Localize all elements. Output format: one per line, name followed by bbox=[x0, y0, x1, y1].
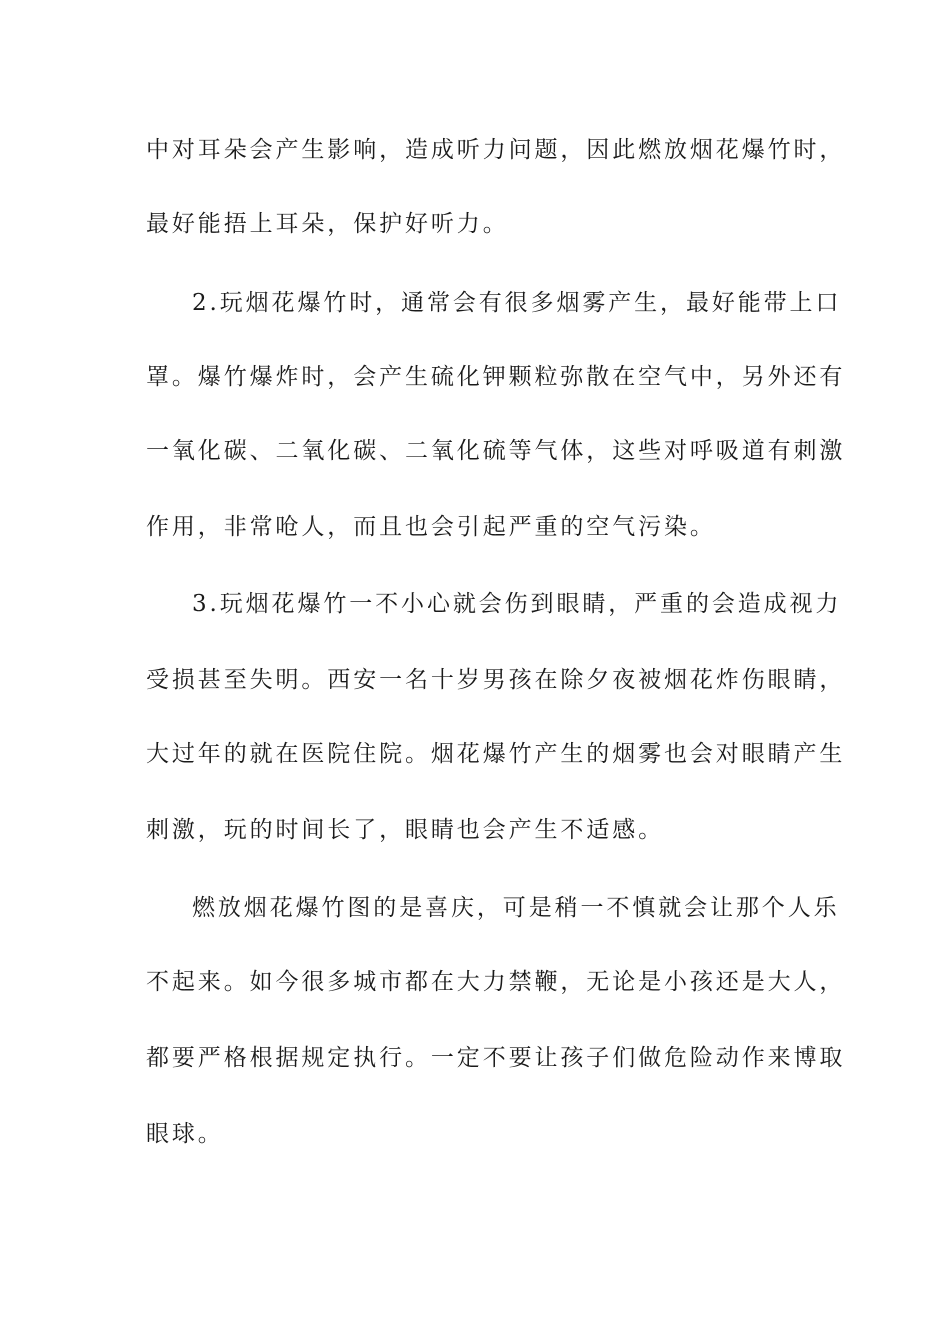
text-line: 燃放烟花爆竹图的是喜庆，可是稍一不慎就会让那个人乐 bbox=[192, 895, 840, 921]
text-line: 受损甚至失明。西安一名十岁男孩在除夕夜被烟花炸伤眼睛， bbox=[146, 667, 846, 693]
text-line: 罩。爆竹爆炸时，会产生硫化钾颗粒弥散在空气中，另外还有 bbox=[146, 364, 846, 390]
text-line: 大过年的就在医院住院。烟花爆竹产生的烟雾也会对眼睛产生 bbox=[146, 741, 846, 767]
text-line: 作用，非常呛人，而且也会引起严重的空气污染。 bbox=[146, 514, 716, 540]
text-line: 2.玩烟花爆竹时，通常会有很多烟雾产生，最好能带上口 bbox=[192, 290, 842, 316]
text-line: 眼球。 bbox=[146, 1121, 224, 1147]
text-line: 都要严格根据规定执行。一定不要让孩子们做危险动作来博取 bbox=[146, 1045, 846, 1071]
text-line: 不起来。如今很多城市都在大力禁鞭，无论是小孩还是大人， bbox=[146, 969, 846, 995]
text-line: 最好能捂上耳朵，保护好听力。 bbox=[146, 211, 509, 237]
text-line: 一氧化碳、二氧化碳、二氧化硫等气体，这些对呼吸道有刺激 bbox=[146, 438, 846, 464]
text-line: 3.玩烟花爆竹一不小心就会伤到眼睛，严重的会造成视力 bbox=[192, 591, 842, 617]
text-line: 中对耳朵会产生影响，造成听力问题，因此燃放烟花爆竹时， bbox=[146, 137, 846, 163]
text-line: 刺激，玩的时间长了，眼睛也会产生不适感。 bbox=[146, 817, 664, 843]
